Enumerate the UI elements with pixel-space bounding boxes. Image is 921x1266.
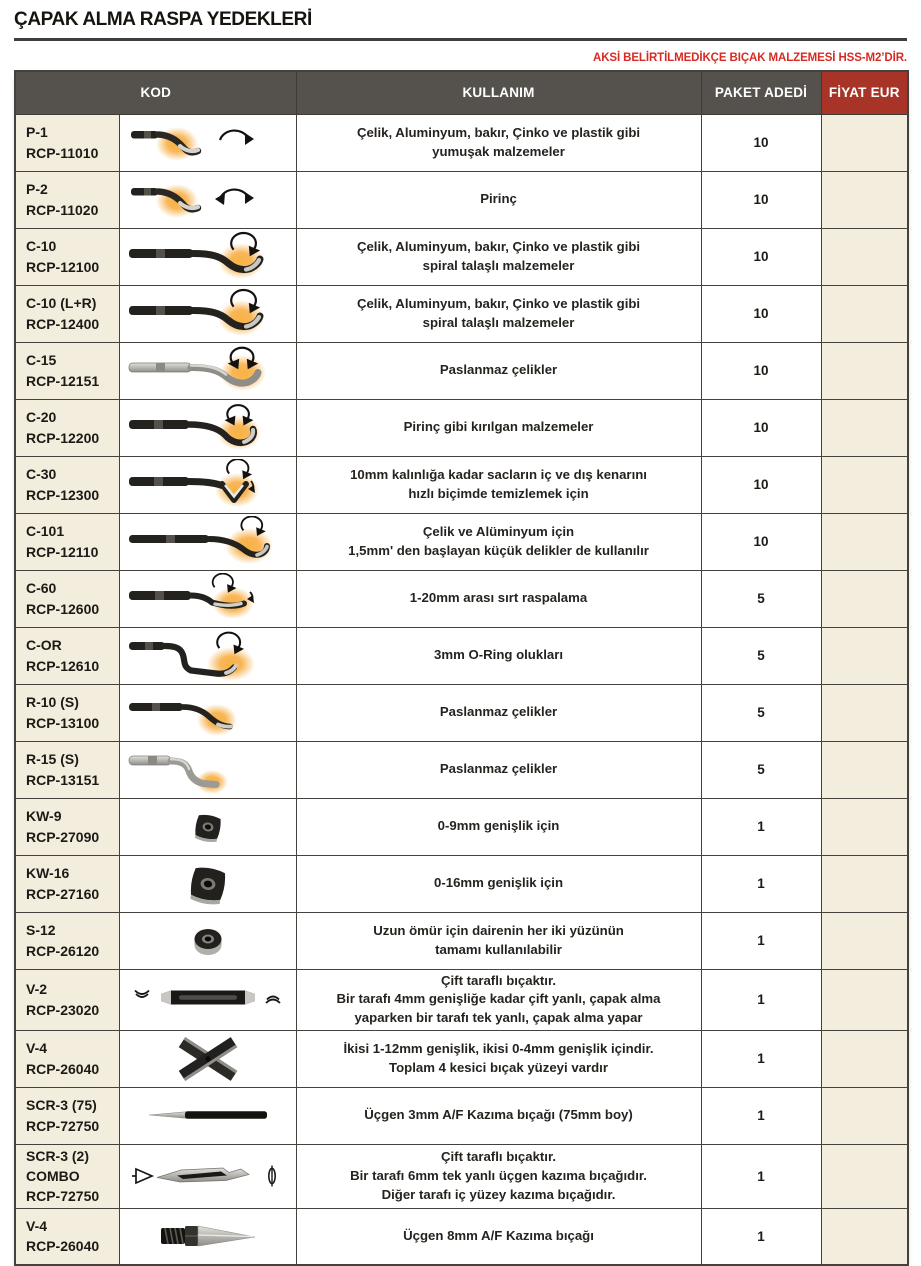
product-code-line: RCP-26040 [26, 1060, 100, 1077]
product-code-line: C-30 [26, 466, 57, 483]
usage-cell [296, 285, 701, 342]
product-code-cell [15, 1144, 119, 1208]
usage-cell [296, 399, 701, 456]
product-code-line: RCP-12200 [26, 429, 100, 446]
product-image-cell [119, 912, 296, 969]
usage-cell [296, 855, 701, 912]
product-code-cell [15, 969, 119, 1030]
material-notice: AKSİ BELİRTİLMEDİKÇE BIÇAK MALZEMESİ HSS-M2’DİR. [592, 52, 907, 64]
price-cell [821, 855, 908, 912]
package-qty-cell: 1 [701, 1087, 821, 1144]
usage-cell [296, 627, 701, 684]
package-qty-cell: 10 [701, 342, 821, 399]
usage-line: yaparken bir tarafı tek yanlı, çapak alma yapar [354, 1009, 643, 1025]
product-code-line: RCP-26040 [26, 1238, 100, 1255]
table-body [15, 114, 908, 1265]
product-image-cell [119, 627, 296, 684]
product-code-line: COMBO [26, 1168, 80, 1184]
product-code-line: C-101 [26, 523, 65, 540]
header-row [15, 71, 908, 114]
stainless-swivel-blade-dual-arrow-icon [120, 345, 296, 397]
package-qty-cell: 10 [701, 285, 821, 342]
v-notch-blade-rotation-arrow-icon [120, 459, 296, 511]
table-row [15, 1030, 908, 1087]
product-code-line: RCP-12300 [26, 486, 100, 503]
product-code-line: RCP-72750 [26, 1117, 100, 1134]
price-cell [821, 513, 908, 570]
price-cell [821, 684, 908, 741]
back-deburring-blade-arrow-icon [120, 573, 296, 625]
package-qty-cell: 5 [701, 741, 821, 798]
swivel-blade-rotation-arrow-icon [120, 288, 296, 340]
usage-line: 1-20mm arası sırt raspalama [409, 590, 588, 606]
product-code-cell [15, 798, 119, 855]
title-rule [14, 38, 907, 41]
usage-line: 1,5mm' den başlayan küçük delikler de kullanılır [348, 542, 649, 558]
product-image-cell [119, 855, 296, 912]
package-qty-cell: 1 [701, 798, 821, 855]
product-code-line: P-1 [26, 124, 48, 141]
price-cell [821, 171, 908, 228]
usage-cell [296, 114, 701, 171]
usage-cell [296, 1087, 701, 1144]
table-row [15, 1144, 908, 1208]
usage-cell [296, 171, 701, 228]
product-code-cell [15, 1087, 119, 1144]
product-code-line: C-10 (L+R) [26, 295, 97, 312]
usage-line: Çelik ve Alüminyum için [422, 523, 575, 539]
usage-line: Çelik, Aluminyum, bakır, Çinko ve plastik gibi [356, 238, 641, 254]
product-image-cell [119, 1030, 296, 1087]
price-cell [821, 342, 908, 399]
product-code-line: V-2 [26, 981, 48, 998]
product-code-cell [15, 570, 119, 627]
o-ring-groove-blade-arrow-icon [120, 630, 296, 682]
swivel-blade-dual-arrow-icon [120, 402, 296, 454]
column-header-kullanim: KULLANIM [296, 71, 701, 114]
price-cell [821, 1144, 908, 1208]
page-title: ÇAPAK ALMA RASPA YEDEKLERİ [14, 9, 312, 30]
usage-line: Bir tarafı 6mm tek yanlı üçgen kazıma bıçağıdır. [350, 1167, 647, 1183]
price-cell [821, 912, 908, 969]
package-qty-cell: 5 [701, 570, 821, 627]
product-code-line: RCP-26120 [26, 942, 100, 959]
product-image-cell [119, 1144, 296, 1208]
combo-scraper-blade-icon [120, 1150, 296, 1202]
usage-cell [296, 969, 701, 1030]
product-code-line: RCP-11010 [26, 144, 99, 161]
usage-line: Pirinç gibi kırılgan malzemeler [403, 419, 594, 435]
package-qty-cell: 5 [701, 627, 821, 684]
square-insert-large-icon [120, 858, 296, 910]
product-code-line: RCP-11020 [26, 201, 99, 218]
package-qty-cell: 10 [701, 399, 821, 456]
product-code-line: RCP-12610 [26, 657, 100, 674]
table-row [15, 399, 908, 456]
table-row [15, 342, 908, 399]
product-image-cell [119, 228, 296, 285]
product-code-line: SCR-3 (75) [26, 1097, 97, 1114]
product-image-cell [119, 399, 296, 456]
package-qty-cell: 10 [701, 228, 821, 285]
column-header-fiyat-eur: FİYAT EUR [821, 71, 908, 114]
price-cell [821, 798, 908, 855]
product-image-cell [119, 342, 296, 399]
product-code-line: RCP-12400 [26, 315, 100, 332]
deburring-blade-cw-arrow-icon [120, 117, 296, 169]
usage-cell [296, 912, 701, 969]
product-image-cell [119, 684, 296, 741]
table-row [15, 456, 908, 513]
product-code-line: SCR-3 (2) [26, 1147, 90, 1164]
package-qty-cell: 1 [701, 1144, 821, 1208]
product-code-cell [15, 285, 119, 342]
price-cell [821, 456, 908, 513]
product-code-line: V-4 [26, 1040, 48, 1057]
table-row [15, 513, 908, 570]
usage-cell [296, 228, 701, 285]
price-cell [821, 285, 908, 342]
product-code-line: R-10 (S) [26, 694, 79, 711]
table-row [15, 627, 908, 684]
package-qty-cell: 5 [701, 684, 821, 741]
usage-cell [296, 342, 701, 399]
product-code-line: RCP-27160 [26, 885, 100, 902]
usage-line: Üçgen 8mm A/F Kazıma bıçağı [403, 1227, 594, 1243]
page [14, 0, 907, 1266]
price-cell [821, 570, 908, 627]
product-code-cell [15, 513, 119, 570]
price-cell [821, 399, 908, 456]
price-cell [821, 228, 908, 285]
scraper-rod-icon [120, 1090, 296, 1142]
product-code-cell [15, 741, 119, 798]
product-code-line: KW-9 [26, 808, 62, 825]
usage-line: spiral talaşlı malzemeler [422, 257, 575, 273]
x-blade-icon [120, 1033, 296, 1085]
slim-blade-rotation-arrow-icon [120, 516, 296, 568]
swivel-blade-rotation-arrow-icon [120, 231, 296, 283]
product-code-line: C-20 [26, 409, 57, 426]
product-code-cell [15, 171, 119, 228]
product-code-line: RCP-72750 [26, 1188, 100, 1205]
table-row [15, 1087, 908, 1144]
usage-cell [296, 1144, 701, 1208]
product-code-cell [15, 114, 119, 171]
package-qty-cell: 10 [701, 513, 821, 570]
product-code-line: RCP-27090 [26, 828, 100, 845]
product-code-line: RCP-12600 [26, 600, 100, 617]
product-image-cell [119, 285, 296, 342]
usage-cell [296, 684, 701, 741]
usage-line: Çift taraflı bıçaktır. [440, 1149, 557, 1165]
package-qty-cell: 1 [701, 1030, 821, 1087]
usage-line: Üçgen 3mm A/F Kazıma bıçağı (75mm boy) [364, 1107, 633, 1123]
product-code-line: V-4 [26, 1218, 48, 1235]
product-image-cell [119, 969, 296, 1030]
product-code-cell [15, 342, 119, 399]
product-code-cell [15, 456, 119, 513]
table-row [15, 684, 908, 741]
usage-line: 10mm kalınlığa kadar sacların iç ve dış kenarını [350, 466, 647, 482]
product-code-line: RCP-23020 [26, 1001, 100, 1018]
table-row [15, 969, 908, 1030]
package-qty-cell: 10 [701, 114, 821, 171]
usage-line: Pirinç [480, 191, 517, 207]
price-cell [821, 741, 908, 798]
product-code-line: RCP-12151 [26, 372, 100, 389]
table-row [15, 171, 908, 228]
table-row [15, 570, 908, 627]
product-code-cell [15, 855, 119, 912]
column-header-kod: KOD [15, 71, 296, 114]
product-code-line: RCP-13151 [26, 771, 100, 788]
product-code-line: RCP-13100 [26, 714, 100, 731]
product-code-line: C-60 [26, 580, 57, 597]
product-code-line: C-OR [26, 637, 62, 654]
product-code-line: P-2 [26, 181, 48, 198]
table-row [15, 114, 908, 171]
usage-cell [296, 570, 701, 627]
usage-line: Çelik, Aluminyum, bakır, Çinko ve plastik gibi [356, 124, 641, 140]
hook-blade-icon [120, 687, 296, 739]
package-qty-cell: 1 [701, 855, 821, 912]
usage-line: Paslanmaz çelikler [439, 362, 558, 378]
usage-line: Çelik, Aluminyum, bakır, Çinko ve plastik gibi [356, 295, 641, 311]
product-image-cell [119, 513, 296, 570]
usage-line: 0-16mm genişlik için [434, 875, 564, 891]
stainless-s-blade-icon [120, 744, 296, 796]
usage-line: yumuşak malzemeler [432, 143, 565, 159]
product-code-line: KW-16 [26, 865, 70, 882]
threaded-cone-blade-icon [120, 1210, 296, 1262]
product-code-cell [15, 627, 119, 684]
package-qty-cell: 1 [701, 969, 821, 1030]
product-image-cell [119, 741, 296, 798]
product-image-cell [119, 1087, 296, 1144]
price-cell [821, 1087, 908, 1144]
product-code-line: C-15 [26, 352, 57, 369]
usage-cell [296, 456, 701, 513]
usage-cell [296, 513, 701, 570]
price-cell [821, 969, 908, 1030]
product-code-line: S-12 [26, 922, 56, 939]
product-code-cell [15, 1030, 119, 1087]
table-header [15, 71, 908, 114]
product-code-cell [15, 684, 119, 741]
usage-line: Paslanmaz çelikler [439, 761, 558, 777]
deburring-blade-dual-arrow-icon [120, 174, 296, 226]
usage-cell [296, 798, 701, 855]
usage-line: Paslanmaz çelikler [439, 704, 558, 720]
usage-line: 3mm O-Ring olukları [434, 647, 563, 663]
usage-line: Çift taraflı bıçaktır. [440, 972, 557, 988]
usage-line: 0-9mm genişlik için [437, 818, 560, 834]
package-qty-cell: 10 [701, 171, 821, 228]
usage-line: Toplam 4 kesici bıçak yüzeyi vardır [389, 1059, 608, 1075]
product-image-cell [119, 456, 296, 513]
usage-cell [296, 741, 701, 798]
product-image-cell [119, 798, 296, 855]
usage-line: hızlı biçimde temizlemek için [408, 485, 589, 501]
package-qty-cell: 10 [701, 456, 821, 513]
usage-cell [296, 1030, 701, 1087]
usage-line: İkisi 1-12mm genişlik, ikisi 0-4mm genişlik içindir. [343, 1040, 654, 1056]
price-cell [821, 1030, 908, 1087]
price-cell [821, 114, 908, 171]
product-code-cell [15, 228, 119, 285]
product-image-cell [119, 114, 296, 171]
double-ended-blade-icon [120, 974, 296, 1026]
table-row [15, 798, 908, 855]
table-row [15, 912, 908, 969]
product-code-cell [15, 912, 119, 969]
table-row [15, 855, 908, 912]
product-code-line: R-15 (S) [26, 751, 79, 768]
usage-line: tamamı kullanılabilir [435, 941, 562, 957]
product-code-cell [15, 399, 119, 456]
usage-line: Bir tarafı 4mm genişliğe kadar çift yanlı, çapak alma [336, 991, 661, 1007]
usage-line: Diğer tarafı iç yüzey kazıma bıçağıdır. [381, 1186, 616, 1202]
product-code-line: C-10 [26, 238, 57, 255]
product-table [14, 70, 909, 1266]
product-image-cell [119, 171, 296, 228]
product-code-line: RCP-12100 [26, 258, 100, 275]
product-image-cell [119, 570, 296, 627]
table-row [15, 228, 908, 285]
package-qty-cell: 1 [701, 1208, 821, 1265]
usage-line: spiral talaşlı malzemeler [422, 314, 575, 330]
round-insert-icon [120, 915, 296, 967]
package-qty-cell: 1 [701, 912, 821, 969]
table-row [15, 741, 908, 798]
column-header-paket-adedi: PAKET ADEDİ [701, 71, 821, 114]
square-insert-small-icon [120, 801, 296, 853]
table-row [15, 285, 908, 342]
price-cell [821, 627, 908, 684]
product-code-line: RCP-12110 [26, 543, 99, 560]
usage-line: Uzun ömür için dairenin her iki yüzünün [373, 922, 624, 938]
